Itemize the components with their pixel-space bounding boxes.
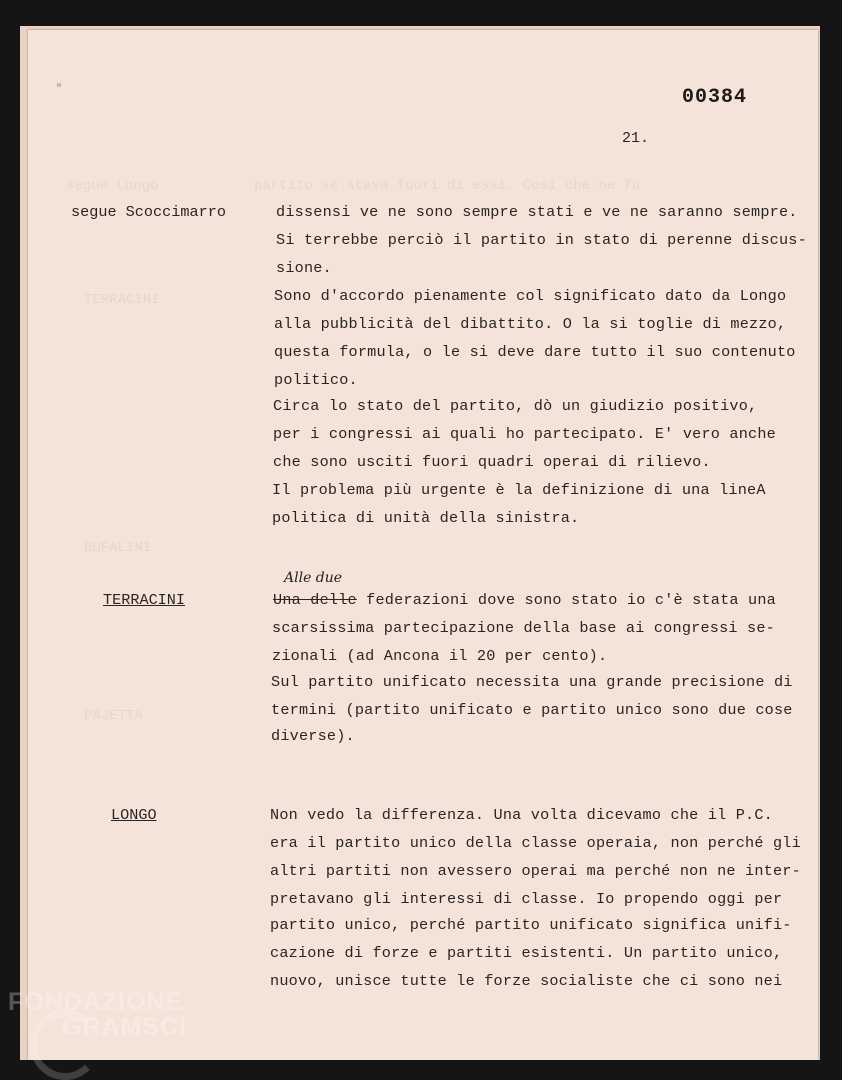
speaker-longo: LONGO <box>111 806 157 824</box>
text-line: Sul partito unificato necessita una grande precisione di <box>271 673 793 691</box>
text-line: Circa lo stato del partito, dò un giudizio positivo, <box>273 397 758 415</box>
handwritten-correction: Alle due <box>284 570 343 586</box>
speaker-terracini: TERRACINI <box>103 591 186 609</box>
watermark <box>8 990 187 1040</box>
speaker-scoccimarro: segue Scoccimarro <box>71 203 226 221</box>
text-line: pretavano gli interessi di classe. Io propendo oggi per <box>270 890 783 908</box>
text-line <box>273 591 776 609</box>
watermark-line2: GRAMSCI <box>62 1013 188 1041</box>
text-line: nuovo, unisce tutte le forze socialiste che ci sono nei <box>270 972 783 990</box>
struck-text: Una delle <box>273 591 357 609</box>
text-line: Sono d'accordo pienamente col significato dato da Longo <box>274 287 787 305</box>
text-line: partito unico, perché partito unificato significa unifi- <box>270 916 792 934</box>
text-line: che sono usciti fuori quadri operai di rilievo. <box>273 453 711 471</box>
text-line: alla pubblicità del dibattito. O la si toglie di mezzo, <box>274 315 787 333</box>
text-line: altri partiti non avessero operai ma perché non ne inter- <box>270 862 801 880</box>
text-line: zionali (ad Ancona il 20 per cento). <box>272 647 608 665</box>
text-line: era il partito unico della classe operaia, non perché gli <box>270 834 801 852</box>
watermark-line1: FONDAZIONE <box>8 988 184 1016</box>
text-line: termini (partito unificato e partito unico sono due cose <box>271 701 793 719</box>
page-number: 21. <box>622 130 650 147</box>
text-line: politica di unità della sinistra. <box>272 509 580 527</box>
text-line: cazione di forze e partiti esistenti. Un partito unico, <box>270 944 783 962</box>
text-line: sione. <box>276 259 332 277</box>
text-line: scarsissima partecipazione della base ai congressi se- <box>272 619 775 637</box>
document-number: 00384 <box>682 86 748 109</box>
text-fragment: federazioni dove sono stato io c'è stata una <box>356 591 776 609</box>
text-line: politico. <box>274 371 358 389</box>
page-mark: " <box>56 84 63 95</box>
text-line: Non vedo la differenza. Una volta dicevamo che il P.C. <box>270 806 773 824</box>
text-line: dissensi ve ne sono sempre stati e ve ne saranno sempre. <box>276 203 798 221</box>
text-line: Il problema più urgente è la definizione di una lineA <box>272 481 766 499</box>
text-line: questa formula, o le si deve dare tutto il suo contenuto <box>274 343 796 361</box>
text-line: Si terrebbe perciò il partito in stato di perenne discus- <box>276 231 807 249</box>
text-line: diverse). <box>271 727 355 745</box>
text-line: per i congressi ai quali ho partecipato. E' vero anche <box>273 425 776 443</box>
